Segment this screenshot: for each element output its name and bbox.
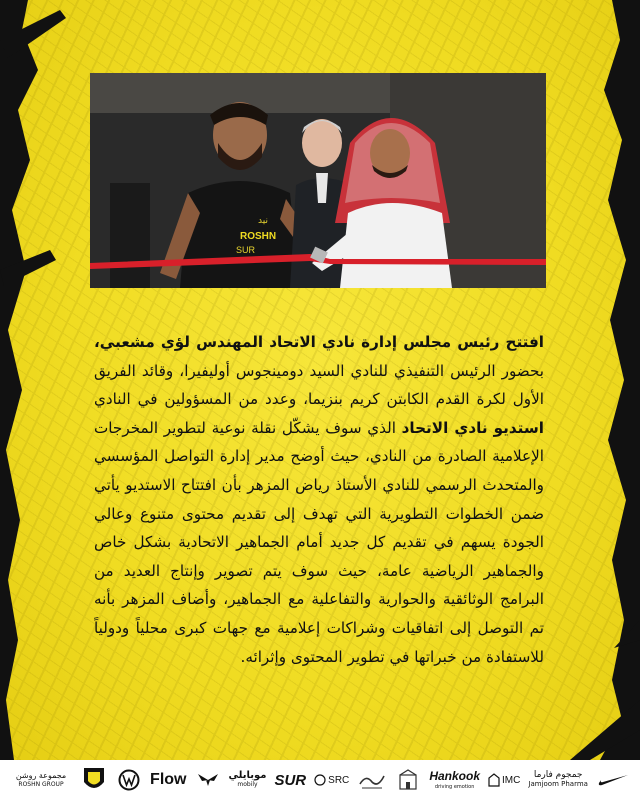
studio-name: استديو نادي الاتحاد — [401, 418, 544, 437]
sponsor-bar — [0, 760, 640, 800]
arabic-calligraphy-logo — [357, 760, 387, 800]
shirt-text-3: SUR — [236, 245, 256, 255]
article-lead: افتتح رئيس مجلس إدارة نادي الاتحاد المهندس لؤي مشعبي، — [94, 333, 544, 351]
ittihad-crest-logo — [80, 760, 108, 800]
article-text — [94, 328, 544, 671]
sponsor-jamjoom — [528, 760, 588, 800]
sponsor-roshn — [10, 760, 72, 800]
ribbon-cutting-photo — [90, 73, 546, 288]
sponsor-mobily — [229, 760, 267, 800]
jamjoom-ar: جمجوم فارما — [533, 770, 583, 780]
shirt-text-2: ROSHN — [240, 231, 277, 242]
imc-icon — [488, 773, 500, 787]
hankook-tagline: driving emotion — [434, 783, 475, 790]
shirt-text-1: نيد — [258, 216, 268, 226]
article-part-2: الذي سوف يشكّل نقلة نوعية لتطوير المخرجات الإعلامية الصادرة من النادي، حيث أوضح مدير إدارة التواصل المؤسسي والمتحدث الرسمي للنادي الأستاذ رياض المزهر بأن افتتاح الاستديو يأتي ضمن الخطوات التطويرية التي تهدف إلى تقديم محتوى متنوع وعالي الجودة يسهم في تقديم كل جديد أمام الجماهير الاتحادية بشكل خاص والجماهير الرياضية عامة، حيث سوف يتم تصوير وإنتاج العديد من البرامج الوثائقية والحوارية والتفاعلية مع الجماهير، وأضاف المزهر بأنه تم التوصل إلى اتفاقيات وشراكات إعلامية مع جهات كبرى محلياً ودولياً للاستفادة من خبراتها في تطوير المحتوى وإثرائه. — [94, 418, 544, 666]
src-icon — [314, 774, 326, 786]
wings-logo — [195, 760, 221, 800]
sponsor-imc — [488, 760, 520, 800]
sponsor-flow: Flow — [150, 771, 187, 788]
building-logo — [395, 760, 421, 800]
nike-swoosh-logo — [596, 760, 630, 800]
vw-logo — [116, 760, 142, 800]
sponsor-hankook — [429, 760, 480, 800]
article-part-1: بحضور الرئيس التنفيذي للنادي السيد دومينجوس أوليفيرا، وقائد الفريق الأول لكرة القدم الكابتن كريم بنزيما، وعدد من المسؤولين في النادي — [94, 361, 544, 409]
torn-edge-right — [560, 0, 640, 760]
roshn-ar: مجموعة روشن — [15, 771, 67, 780]
roshn-en: ROSHN GROUP — [18, 781, 64, 788]
mobily-ar: موبايلي — [228, 770, 267, 781]
torn-edge-left — [0, 0, 70, 760]
src-label: SRC — [328, 774, 350, 786]
sponsor-src — [314, 760, 349, 800]
jamjoom-en: Jamjoom Pharma — [528, 780, 588, 788]
sponsor-sur: SUR — [274, 771, 307, 789]
mobily-en: mobily — [237, 781, 258, 788]
hankook-label: Hankook — [429, 768, 481, 783]
imc-label: IMC — [502, 774, 521, 786]
